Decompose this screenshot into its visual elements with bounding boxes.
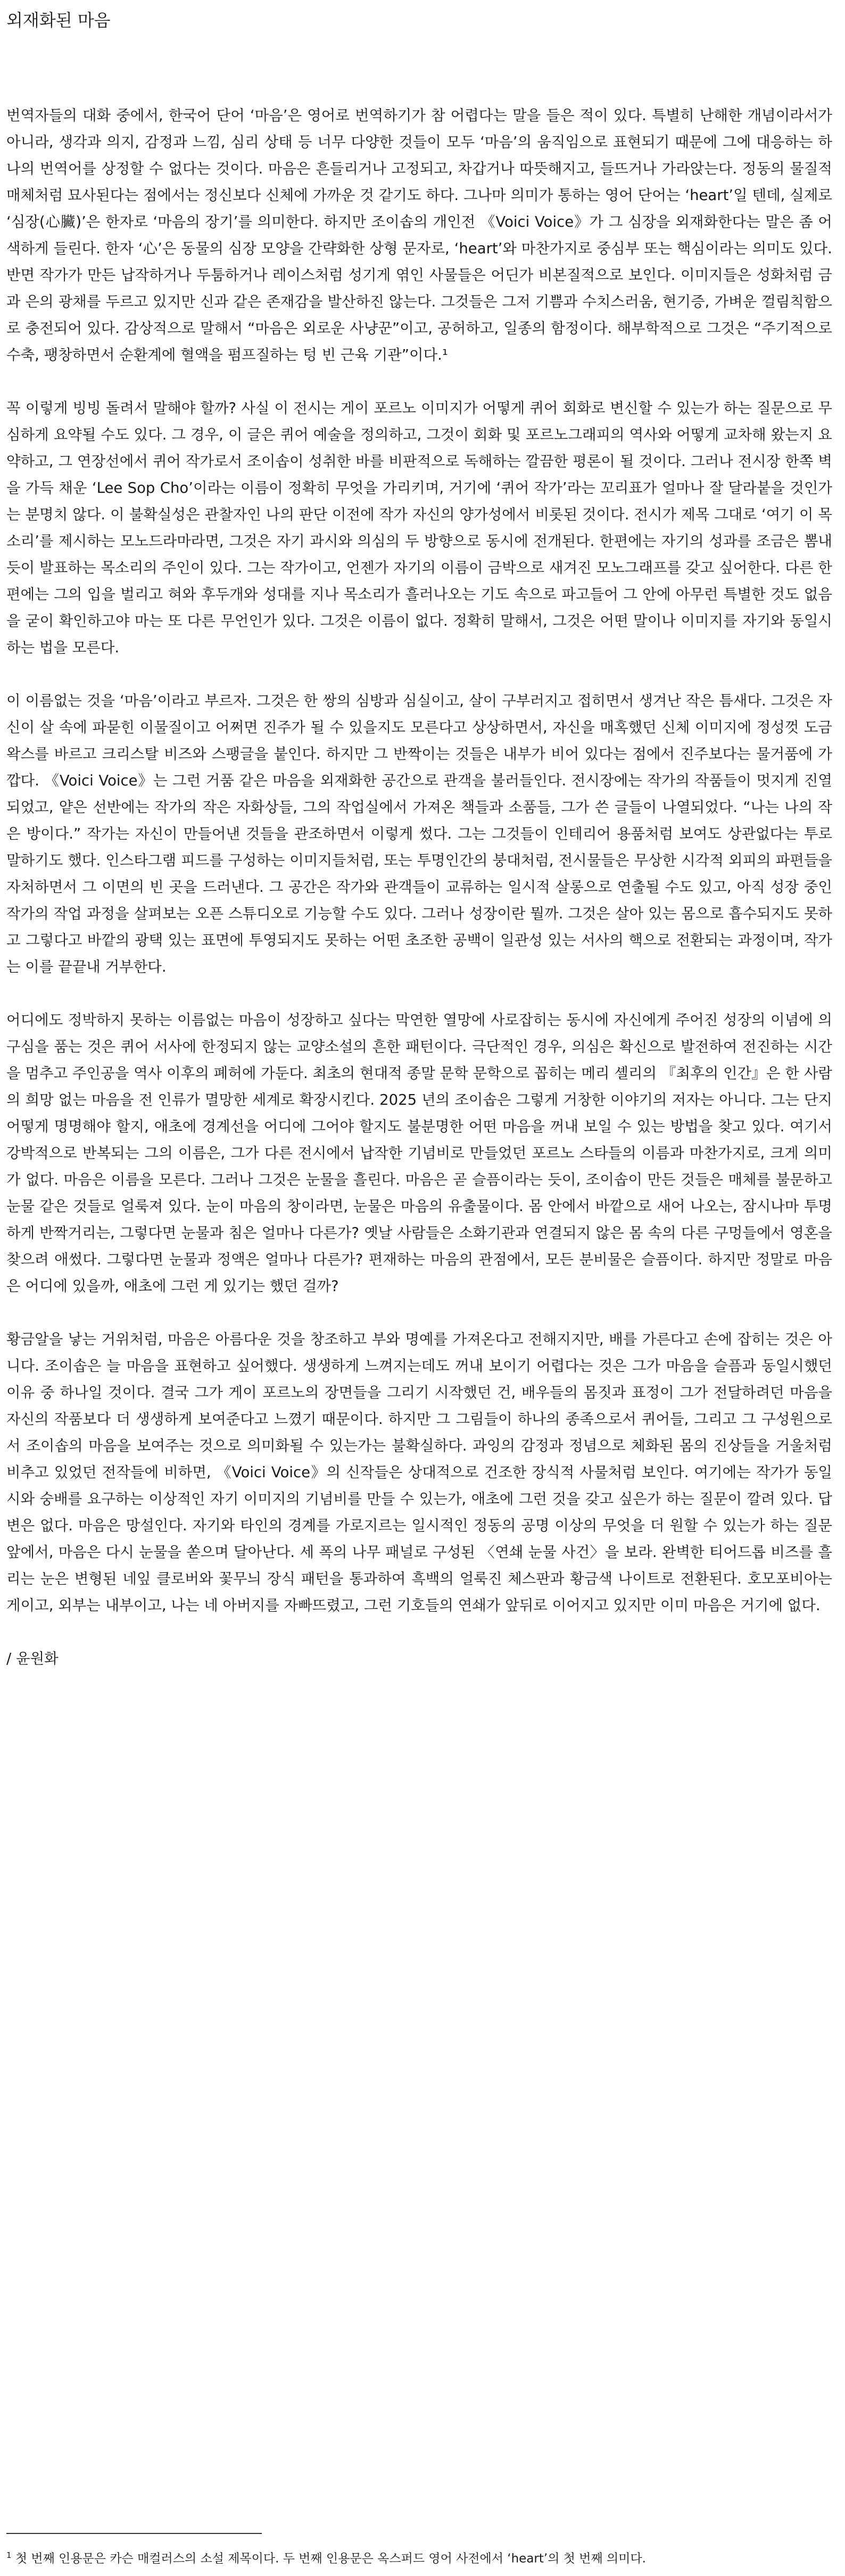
paragraph: 황금알을 낳는 거위처럼, 마음은 아름다운 것을 창조하고 부와 명예를 가져온다고 전해지지만, 배를 가른다고 손에 잡히는 것은 아니다. 조이솝은 늘 마음을 표현하고 싶어했다. 생생하게 느껴지는데도 꺼내 보이기 어렵다는 것은 그가 마음을 슬픔과 동일시했던 이유 중 하나일 것이다. 결국 그가 게이 포르노의 장면들을 그리기 시작했던 건, 배우들의 몸짓과 표정이 그가 전달하려던 마음을 자신의 작품보다 더 생생하게 보여준다고 느꼈기 때문이다. 하지만 그 그림들이 하나의 종족으로서 퀴어들, 그리고 그 구성원으로서 조이솝의 마음을 보여주는 것으로 의미화될 수 있는가는 불확실하다. 과잉의 감정과 정념으로 체화된 몸의 진상들을 거울처럼 비추고 있었던 전작들에 비하면, 《Voici Voice》의 신작들은 상대적으로 건조한 장식적 사물처럼 보인다. 여기에는 작가가 동일시와 숭배를 요구하는 이상적인 자기 이미지의 기념비를 만들 수 있는가, 애초에 그런 것을 갖고 싶은가 하는 질문이 깔려 있다. 답변은 없다. 마음은 망설인다. 자기와 타인의 경계를 가로지르는 일시적인 정동의 공명 이상의 무엇을 더 원할 수 있는가 하는 질문 앞에서, 마음은 다시 눈물을 쏟으며 달아난다. 세 폭의 나무 패널로 구성된 〈연쇄 눈물 사건〉을 보라. 완벽한 티어드롭 비즈를 흘리는 눈은 변형된 네잎 클로버와 꽃무늬 장식 패턴을 통과하여 흑백의 얼룩진 체스판과 황금색 나이트로 전환된다. 호모포비아는 게이고, 외부는 내부이고, 나는 네 아버지를 자빠뜨렸고, 그런 기호들의 연쇄가 앞뒤로 이어지고 있지만 이미 마음은 거기에 없다. (6, 1331, 832, 1614)
paragraph: 이 이름없는 것을 ‘마음’이라고 부르자. 그것은 한 쌍의 심방과 심실이고, 살이 구부러지고 접히면서 생겨난 작은 틈새다. 그것은 자신이 살 속에 파묻힌 이물질이고 어쩌면 진주가 될 수 있을지도 모른다고 상상하면서, 자신을 매혹했던 신체 이미지에 정성껏 도금 왁스를 바르고 크리스탈 비즈와 스팽글을 붙인다. 하지만 그 반짝이는 것들은 내부가 비어 있다는 점에서 진주보다는 물거품에 가깝다. 《Voici Voice》는 그런 거품 같은 마음을 외재화한 공간으로 관객을 불러들인다. 전시장에는 작가의 작품들이 멋지게 진열되었고, 얕은 선반에는 작가의 작은 자화상들, 그의 작업실에서 가져온 책들과 소품들, 그가 쓴 글들이 나열되었다. “나는 나의 작은 방이다.” 작가는 자신이 만들어낸 것들을 관조하면서 이렇게 썼다. 그는 그것들이 인테리어 용품처럼 보여도 상관없다는 투로 말하기도 했다. 인스타그램 피드를 구성하는 이미지들처럼, 또는 투명인간의 붕대처럼, 전시물들은 무상한 시각적 외피의 파편들을 자처하면서 그 이면의 빈 곳을 드러낸다. 그 공간은 작가와 관객들이 교류하는 일시적 살롱으로 연출될 수도 있고, 아직 성장 중인 작가의 작업 과정을 살펴보는 오픈 스튜디오로 기능할 수도 있다. 그러나 성장이란 뭘까. 그것은 살아 있는 몸으로 흡수되지도 못하고 그렇다고 바깥의 광택 있는 표면에 투영되지도 못하는 어떤 초조한 공백이 일관성 있는 서사의 핵으로 전환되는 과정이며, 작가는 이를 끝끝내 거부한다. (6, 692, 832, 975)
footnote (6, 2547, 831, 2567)
footnote-divider (6, 2533, 262, 2534)
footnote-text: 첫 번째 인용문은 카슨 매컬러스의 소설 제목이다. 두 번째 인용문은 옥스퍼드 영어 사전에서 ‘heart’의 첫 번째 의미다. (15, 2552, 646, 2566)
author-signature: / 윤원화 (6, 1650, 59, 1667)
essay-body (6, 102, 832, 1672)
page-title: 외재화된 마음 (6, 10, 111, 30)
paragraph: 꼭 이렇게 빙빙 돌려서 말해야 할까? 사실 이 전시는 게이 포르노 이미지가 어떻게 퀴어 회화로 변신할 수 있는가 하는 질문으로 무심하게 요약될 수도 있다. 그 경우, 이 글은 퀴어 예술을 정의하고, 그것이 회화 및 포르노그래피의 역사와 어떻게 교차해 왔는지 요약하고, 그 연장선에서 퀴어 작가로서 조이솝이 성취한 바를 비판적으로 독해하는 깔끔한 평론이 될 것이다. 그러나 전시장 한쪽 벽을 가득 채운 ‘Lee Sop Cho’이라는 이름이 정확히 무엇을 가리키며, 거기에 ‘퀴어 작가’라는 꼬리표가 얼마나 잘 달라붙을 것인가는 분명치 않다. 이 불확실성은 관찰자인 나의 판단 이전에 작가 자신의 양가성에서 비롯된 것이다. 전시가 제목 그대로 ‘여기 이 목소리’를 제시하는 모노드라마라면, 그것은 자기 과시와 의심의 두 방향으로 동시에 전개된다. 한편에는 자기의 성과를 조금은 뽐내듯이 발표하는 목소리의 주인이 있다. 그는 작가이고, 언젠가 자기의 이름이 금박으로 새겨진 모노그래프를 갖고 싶어한다. 다른 한편에는 그의 입을 벌리고 혀와 후두개와 성대를 지나 목소리가 흘러나오는 기도 속으로 파고들어 그 안에 아무런 특별한 것도 없음을 굳이 확인하고야 마는 또 다른 무언인가 있다. 그것은 이름이 없다. 정확히 말해서, 그것은 어떤 말이나 이미지를 자기와 동일시하는 법을 모른다. (6, 400, 832, 656)
paragraph: 번역자들의 대화 중에서, 한국어 단어 ‘마음’은 영어로 번역하기가 참 어렵다는 말을 들은 적이 있다. 특별히 난해한 개념이라서가 아니라, 생각과 의지, 감정과 느낌, 심리 상태 등 너무 다양한 것들이 모두 ‘마음’의 움직임으로 표현되기 때문에 그에 대응하는 하나의 번역어를 상정할 수 없다는 것이다. 마음은 흔들리거나 고정되고, 차갑거나 따뜻해지고, 들뜨거나 가라앉는다. 정동의 물질적 매체처럼 묘사된다는 점에서는 정신보다 신체에 가까운 것 같기도 하다. 그나마 의미가 통하는 영어 단어는 ‘heart’일 텐데, 실제로 ‘심장(心臟)’은 한자로 ‘마음의 장기’를 의미한다. 하지만 조이솝의 개인전 《Voici Voice》가 그 심장을 외재화한다는 말은 좀 어색하게 들린다. 한자 ‘心’은 동물의 심장 모양을 간략화한 상형 문자로, ‘heart’와 마찬가지로 중심부 또는 핵심이라는 의미도 있다. 반면 작가가 만든 납작하거나 두툼하거나 레이스처럼 성기게 엮인 사물들은 어딘가 비본질적으로 보인다. 이미지들은 성화처럼 금과 은의 광채를 두르고 있지만 신과 같은 존재감을 발산하진 않는다. 그것들은 그저 기쁨과 수치스러움, 현기증, 가벼운 껄림칙함으로 충전되어 있다. 감상적으로 말해서 “마음은 외로운 사냥꾼”이고, 공허하고, 일종의 함정이다. 해부학적으로 그것은 “주기적으로 수축, 팽창하면서 순환계에 혈액을 펌프질하는 텅 빈 근육 기관”이다.¹ (6, 107, 832, 363)
footnote-marker: 1 (6, 2550, 12, 2560)
paragraph: 어디에도 정박하지 못하는 이름없는 마음이 성장하고 싶다는 막연한 열망에 사로잡히는 동시에 자신에게 주어진 성장의 이념에 의구심을 품는 것은 퀴어 서사에 한정되지 않는 교양소설의 흔한 패턴이다. 극단적인 경우, 의심은 확신으로 발전하여 전진하는 시간을 멈추고 주인공을 역사 이후의 폐허에 가둔다. 최초의 현대적 종말 문학 문학으로 꼽히는 메리 셸리의 『최후의 인간』은 한 사람의 희망 없는 마음을 전 인류가 멸망한 세계로 확장시킨다. 2025 년의 조이솝은 그렇게 거창한 이야기의 저자는 아니다. 그는 단지 어떻게 명명해야 할지, 애초에 경계선을 어디에 그어야 할지도 불분명한 어떤 마음을 꺼내 보일 수 있는 방법을 찾고 있다. 여기서 강박적으로 반복되는 그의 이름은, 그가 다른 전시에서 납작한 기념비로 만들었던 포르노 스타들의 이름과 마찬가지로, 크게 의미가 없다. 마음은 이름을 모른다. 그러나 그것은 눈물을 흘린다. 마음은 곧 슬픔이라는 듯이, 조이솝이 만든 것들은 매체를 불문하고 눈물 같은 것들로 얼룩져 있다. 눈이 마음의 창이라면, 눈물은 마음의 유출물이다. 몸 안에서 바깥으로 새어 나오는, 잠시나마 투명하게 반짝거리는, 그렇다면 눈물과 침은 얼마나 다른가? 옛날 사람들은 소화기관과 연결되지 않은 몸 속의 다른 구멍들에서 영혼을 찾으려 애썼다. 그렇다면 눈물과 정액은 얼마나 다른가? 편재하는 마음의 관점에서, 모든 분비물은 슬픔이다. 하지만 정말로 마음은 어디에 있을까, 애초에 그런 게 있기는 했던 걸까? (6, 1012, 832, 1295)
